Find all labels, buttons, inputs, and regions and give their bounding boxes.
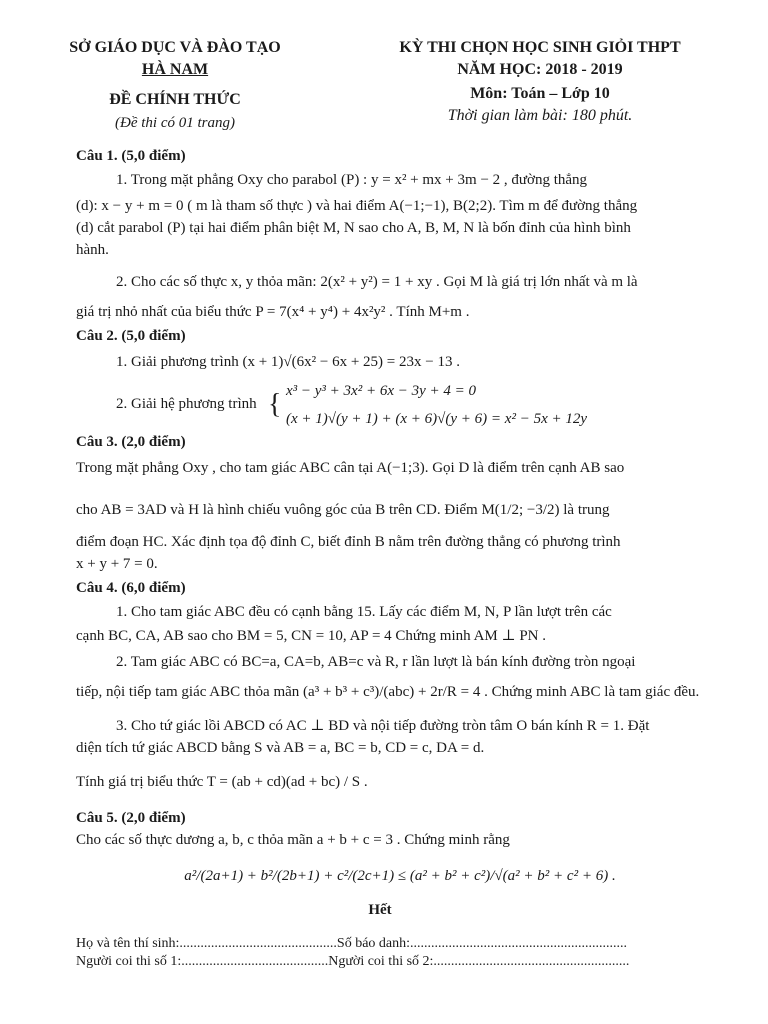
q2-part2-label: 2. Giải hệ phương trình: [116, 396, 257, 412]
q4-part2-line1: 2. Tam giác ABC có BC=a, CA=b, AB=c và R, r lần lượt là bán kính đường tròn ngoại: [116, 654, 636, 670]
q1-part1-line1: 1. Trong mặt phẳng Oxy cho parabol (P) : y = x² + mx + 3m − 2 , đường thẳng: [116, 172, 588, 188]
q4-title: Câu 4. (6,0 điểm): [76, 580, 186, 596]
q1-part1-line4: hành.: [76, 242, 109, 258]
header-school-year: NĂM HỌC: 2018 - 2019: [457, 61, 623, 78]
q3-line1: Trong mặt phẳng Oxy , cho tam giác ABC cân tại A(−1;3). Gọi D là điểm trên cạnh AB sao: [76, 460, 625, 476]
header-page-count: (Đề thi có 01 trang): [115, 115, 235, 131]
q1-title: Câu 1. (5,0 điểm): [76, 148, 186, 164]
proctor-info-line: Người coi thi số 1:..........................................Người coi thi số 2:........................................................: [76, 954, 630, 969]
q4-part1-line2: cạnh BC, CA, AB sao cho BM = 5, CN = 10, AP = 4 Chứng minh AM ⊥ PN .: [76, 628, 547, 644]
q4-part3-line3: Tính giá trị biểu thức T = (ab + cd)(ad + bc) / S .: [76, 774, 368, 790]
q1-part2-line2: giá trị nhỏ nhất của biểu thức P = 7(x⁴ + y⁴) + 4x²y² . Tính M+m .: [76, 304, 470, 320]
q4-part1-line1: 1. Cho tam giác ABC đều có cạnh bằng 15. Lấy các điểm M, N, P lần lượt trên các: [116, 604, 612, 620]
q2-part1: 1. Giải phương trình (x + 1)√(6x² − 6x + 25) = 23x − 13 .: [116, 354, 460, 370]
system-brace: {: [268, 389, 282, 420]
q3-line2: cho AB = 3AD và H là hình chiếu vuông góc của B trên CD. Điểm M(1/2; −3/2) là trung: [76, 502, 610, 518]
q4-part2-line2: tiếp, nội tiếp tam giác ABC thỏa mãn (a³ + b³ + c³)/(abc) + 2r/R = 4 . Chứng minh ABC là tam giác đều.: [76, 684, 700, 700]
header-province: HÀ NAM: [141, 61, 209, 78]
q2-system-eq2: (x + 1)√(y + 1) + (x + 6)√(y + 6) = x² − 5x + 12y: [286, 411, 588, 427]
q4-part3-line2: diện tích tứ giác ABCD bằng S và AB = a, BC = b, CD = c, DA = d.: [76, 740, 485, 756]
q3-title: Câu 3. (2,0 điểm): [76, 434, 186, 450]
q5-inequality: a²/(2a+1) + b²/(2b+1) + c²/(2c+1) ≤ (a² + b² + c²)/√(a² + b² + c² + 6) .: [184, 868, 616, 884]
header-department: SỞ GIÁO DỤC VÀ ĐÀO TẠO: [69, 39, 281, 56]
q1-part1-line2: (d): x − y + m = 0 ( m là tham số thực ) và hai điểm A(−1;−1), B(2;2). Tìm m để đường thẳng: [76, 198, 638, 214]
candidate-info-line: Họ và tên thí sinh:.............................................Số báo danh:..............................................................: [76, 936, 628, 951]
header-subject: Môn: Toán – Lớp 10: [470, 85, 610, 102]
q3-line3: điểm đoạn HC. Xác định tọa độ đỉnh C, biết đỉnh B nằm trên đường thẳng có phương trình: [76, 534, 621, 550]
q2-title: Câu 2. (5,0 điểm): [76, 328, 186, 344]
header-official-label: ĐỀ CHÍNH THỨC: [109, 91, 241, 108]
q1-part1-line3: (d) cắt parabol (P) tại hai điểm phân biệt M, N sao cho A, B, M, N là bốn đỉnh của hình bình: [76, 220, 631, 236]
header-exam-name: KỲ THI CHỌN HỌC SINH GIỎI THPT: [399, 39, 681, 56]
q5-line1: Cho các số thực dương a, b, c thỏa mãn a + b + c = 3 . Chứng minh rằng: [76, 832, 510, 848]
q2-system-eq1: x³ − y³ + 3x² + 6x − 3y + 4 = 0: [286, 383, 477, 399]
q5-title: Câu 5. (2,0 điểm): [76, 810, 186, 826]
q4-part3-line1: 3. Cho tứ giác lồi ABCD có AC ⊥ BD và nội tiếp đường tròn tâm O bán kính R = 1. Đặt: [116, 718, 650, 734]
q3-line4: x + y + 7 = 0.: [76, 556, 158, 572]
q1-part2-line1: 2. Cho các số thực x, y thỏa mãn: 2(x² + y²) = 1 + xy . Gọi M là giá trị lớn nhất và m là: [116, 274, 638, 290]
header-duration: Thời gian làm bài: 180 phút.: [447, 107, 633, 124]
end-marker: Hết: [368, 902, 392, 918]
